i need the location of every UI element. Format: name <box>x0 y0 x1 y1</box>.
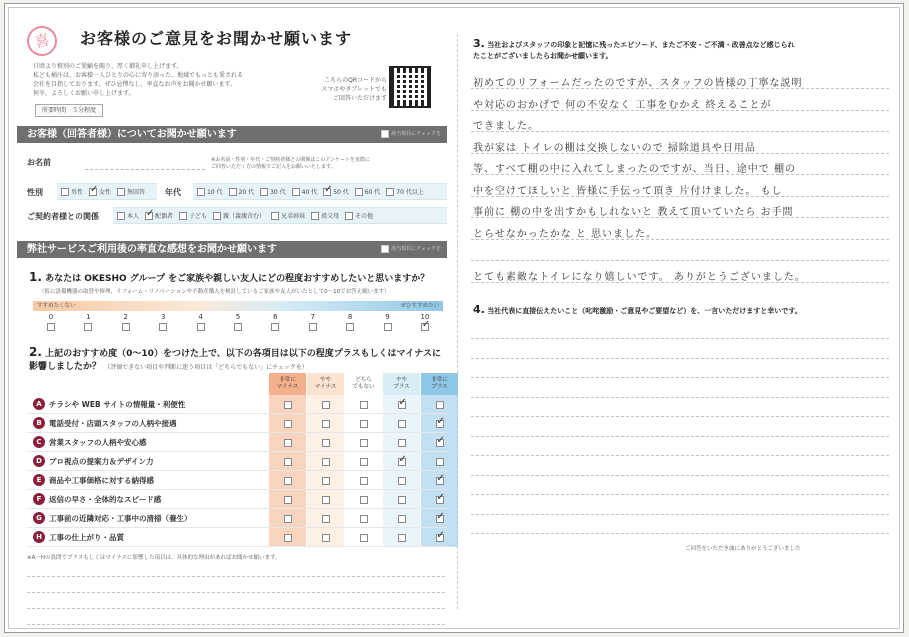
scale-checkbox[interactable] <box>234 323 242 331</box>
scale-number: 9 <box>385 313 390 321</box>
scale-number: 1 <box>86 313 91 321</box>
matrix-row <box>27 509 447 528</box>
handwritten-answer-line: 中を空けてほしいと 皆様に手伝って頂き 片付けました。 もし <box>473 185 783 197</box>
rating-checkbox[interactable] <box>398 534 406 542</box>
relation-options <box>113 207 447 224</box>
answer-line[interactable] <box>471 455 889 456</box>
rating-cell[interactable] <box>345 509 382 528</box>
answer-line[interactable] <box>471 416 889 417</box>
rating-cell[interactable] <box>269 433 306 452</box>
relation-option[interactable] <box>345 211 373 220</box>
rating-cell[interactable] <box>345 433 382 452</box>
relation-checkbox[interactable] <box>145 212 153 220</box>
rating-checkbox[interactable] <box>436 439 444 447</box>
item-label: 商品や工事価格に対する納得感 <box>49 476 154 485</box>
age-checkbox[interactable] <box>197 188 205 196</box>
age-option-label: 70 代以上 <box>396 189 424 196</box>
scale-checkbox[interactable] <box>47 323 55 331</box>
item-letter-badge: D <box>33 455 45 467</box>
rating-cell[interactable] <box>307 509 344 528</box>
age-option-label: 20 代 <box>238 189 255 196</box>
rating-checkbox[interactable] <box>284 458 292 466</box>
relation-option[interactable] <box>311 211 339 220</box>
relation-checkbox[interactable] <box>345 212 353 220</box>
handwritten-answer-line: 事前に 棚の中を出すかもしれないと 教えて頂いていたら お手間 <box>473 207 794 218</box>
relation-checkbox[interactable] <box>117 212 125 220</box>
item-letter-badge: G <box>33 512 45 524</box>
relation-option[interactable] <box>145 211 173 220</box>
rating-checkbox[interactable] <box>284 515 292 523</box>
rating-cell[interactable] <box>307 395 344 414</box>
rating-checkbox[interactable] <box>322 439 330 447</box>
rating-checkbox[interactable] <box>436 458 444 466</box>
scale-item[interactable] <box>378 313 398 331</box>
rating-cell[interactable] <box>307 452 344 471</box>
gender-option-label: 女性 <box>99 189 112 196</box>
rating-cell[interactable] <box>307 433 344 452</box>
scale-checkbox[interactable] <box>197 323 205 331</box>
relation-option-label: 親（義親含む） <box>223 213 266 220</box>
matrix-notes-label: ※A〜Hの設問でプラスもしくはマイナスに影響した項目は、具体的な理由があればお聞かせ願います。 <box>27 555 281 561</box>
answer-line[interactable] <box>471 436 889 437</box>
rating-cell[interactable] <box>269 509 306 528</box>
scale-number: 6 <box>273 313 278 321</box>
gender-checkbox[interactable] <box>89 188 97 196</box>
notes-line[interactable] <box>27 592 445 593</box>
matrix-row <box>27 528 447 547</box>
rating-checkbox[interactable] <box>284 401 292 409</box>
age-option-label: 40 代 <box>301 189 318 196</box>
scale-number: 3 <box>160 313 166 321</box>
name-note: ※お名前・性別・年代・ご契約者様との関係はこのアンケートを実際に ご回答いただく方の情報でご記入をお願いいたします。 <box>211 157 370 170</box>
relation-checkbox[interactable] <box>271 212 279 220</box>
rating-checkbox[interactable] <box>398 401 406 409</box>
rating-cell[interactable] <box>269 528 306 547</box>
rating-cell[interactable] <box>307 471 344 490</box>
age-checkbox[interactable] <box>323 188 331 196</box>
rating-checkbox[interactable] <box>360 439 368 447</box>
rating-checkbox[interactable] <box>322 515 330 523</box>
age-option[interactable] <box>355 187 381 196</box>
age-options <box>193 183 447 200</box>
rating-checkbox[interactable] <box>360 515 368 523</box>
name-label: お名前 <box>27 158 51 167</box>
stamp-logo: 喜 <box>24 23 60 59</box>
scale-checkbox[interactable] <box>122 323 130 331</box>
scale-number: 2 <box>123 313 129 321</box>
rating-cell[interactable] <box>383 490 420 509</box>
age-checkbox[interactable] <box>260 188 268 196</box>
gender-checkbox[interactable] <box>61 188 69 196</box>
matrix-column-header: やや マイナス <box>307 373 344 395</box>
matrix-column-header: 非常に プラス <box>421 373 458 395</box>
scale-item[interactable] <box>265 313 285 331</box>
scale-number: 8 <box>347 313 353 321</box>
age-checkbox[interactable] <box>386 188 394 196</box>
rating-cell[interactable] <box>307 528 344 547</box>
relation-checkbox[interactable] <box>311 212 319 220</box>
rating-checkbox[interactable] <box>398 439 406 447</box>
rating-checkbox[interactable] <box>360 477 368 485</box>
rating-cell[interactable] <box>383 452 420 471</box>
question-3: 3. 当社およびスタッフの印象と記憶に残ったエピソード、またご不安・ご不満・改善点など感じられ たことがございましたらお聞かせ願います。 <box>473 37 795 60</box>
rating-checkbox[interactable] <box>360 534 368 542</box>
scale-checkbox[interactable] <box>346 323 354 331</box>
item-letter-badge: A <box>33 398 45 410</box>
scale-item[interactable] <box>116 313 136 331</box>
rating-checkbox[interactable] <box>398 458 406 466</box>
time-required: 所要時間 ５分程度 <box>35 104 103 117</box>
scale-item[interactable] <box>78 313 98 331</box>
gender-options <box>57 183 157 200</box>
question-2: 2. 上記のおすすめ度（0〜10）をつけた上で、以下の各項目は以下の程度プラスもしくはマイナスに 影響しましたか？ （評価できない項目や判断に迷う項目は「どちらでもない」にチェックを） <box>29 345 441 372</box>
relation-option[interactable] <box>271 211 305 220</box>
relation-option[interactable] <box>117 211 139 220</box>
rating-checkbox[interactable] <box>398 496 406 504</box>
scale-item[interactable] <box>415 313 435 331</box>
rating-checkbox[interactable] <box>436 477 444 485</box>
gender-option-label: 無回答 <box>127 189 146 196</box>
rating-cell[interactable] <box>421 452 458 471</box>
rating-cell[interactable] <box>383 414 420 433</box>
answer-line[interactable] <box>471 358 889 359</box>
scale-checkbox[interactable] <box>84 323 92 331</box>
notes-line[interactable] <box>27 624 445 625</box>
relation-option[interactable] <box>179 211 207 220</box>
rating-cell[interactable] <box>307 490 344 509</box>
rating-checkbox[interactable] <box>284 496 292 504</box>
answer-line[interactable] <box>471 514 889 515</box>
rating-cell[interactable] <box>345 528 382 547</box>
handwritten-answer-line: や対応のおかげで 何の不安なく 工事をむかえ 終えることが <box>473 99 772 111</box>
rating-checkbox[interactable] <box>322 420 330 428</box>
rating-checkbox[interactable] <box>436 515 444 523</box>
matrix-column-header: やや プラス <box>383 373 420 395</box>
item-label: チラシや WEB サイトの情報量・利便性 <box>49 400 186 409</box>
scale-item[interactable] <box>191 313 211 331</box>
rating-cell[interactable] <box>345 452 382 471</box>
question-1-note: （仮に設備機器の取替や修理、リフォーム・リノベーションや不動産購入を検討しているご家族や友人がいたとして0〜10でお答え願います） <box>39 289 390 295</box>
matrix-row <box>27 452 447 471</box>
rating-checkbox[interactable] <box>360 458 368 466</box>
notes-line[interactable] <box>27 608 445 609</box>
item-label: 電話受付・店頭スタッフの人柄や接遇 <box>49 419 177 428</box>
answer-line[interactable] <box>471 260 889 261</box>
item-letter-badge: E <box>33 474 45 486</box>
rating-cell[interactable] <box>269 471 306 490</box>
relation-label: ご契約者様との関係 <box>27 212 99 221</box>
scale-checkbox[interactable] <box>421 323 429 331</box>
relation-option[interactable] <box>213 211 265 220</box>
gender-label: 性別 <box>27 188 43 197</box>
rating-cell[interactable] <box>383 433 420 452</box>
matrix-row <box>27 395 447 414</box>
scale-number: 0 <box>48 313 54 321</box>
age-checkbox[interactable] <box>229 188 237 196</box>
answer-line[interactable] <box>471 494 889 495</box>
item-label: プロ視点の提案力＆デザイン力 <box>49 457 154 466</box>
rating-cell[interactable] <box>269 490 306 509</box>
impressions-section-bar: 弊社サービスご利用後の率直な感想をお聞かせ願います 該当項目にチェックを <box>17 241 447 258</box>
gender-option[interactable] <box>61 187 83 196</box>
recommend-scale-bar: すすめたくない ぜひすすめたい <box>33 301 443 311</box>
handwritten-answer-line: 我が家は トイレの棚は交換しないので 掃除道具や日用品 <box>473 142 756 154</box>
rating-cell[interactable] <box>421 528 458 547</box>
item-letter-badge: B <box>33 417 45 429</box>
scale-number: 5 <box>235 313 241 321</box>
scale-number: 10 <box>420 313 430 321</box>
item-label: 返信の早さ・全体的なスピード感 <box>49 495 162 504</box>
rating-cell[interactable] <box>421 509 458 528</box>
rating-checkbox[interactable] <box>284 420 292 428</box>
age-option[interactable] <box>260 187 286 196</box>
answer-line[interactable] <box>471 377 889 378</box>
rating-checkbox[interactable] <box>284 534 292 542</box>
item-letter-badge: C <box>33 436 45 448</box>
thanks-note: ご回答をいただき誠にありがとうございました <box>685 546 801 552</box>
qr-code-icon[interactable] <box>389 66 431 108</box>
question-4: 4. 当社代表に直接伝えたいこと（叱咤激励・ご意見やご要望など）を、一言いただけますと幸いです。 <box>473 303 802 316</box>
survey-sheet <box>4 3 904 633</box>
name-field[interactable] <box>85 169 205 170</box>
handwritten-answer-line: 等、すべて棚の中に入れてしまったのですが、当日、途中で 棚の <box>473 164 796 175</box>
rating-cell[interactable] <box>421 433 458 452</box>
item-label: 工事前の近隣対応・工事中の清掃（養生） <box>49 514 192 523</box>
gender-option[interactable] <box>89 187 111 196</box>
rating-cell[interactable] <box>345 490 382 509</box>
rating-cell[interactable] <box>307 414 344 433</box>
answer-line[interactable] <box>471 533 889 534</box>
customer-section-bar: お客様（回答者様）についてお聞かせ願います 該当項目にチェックを <box>17 126 447 143</box>
scale-checkbox[interactable] <box>309 323 317 331</box>
scale-item[interactable] <box>41 313 61 331</box>
rating-cell[interactable] <box>269 395 306 414</box>
notes-line[interactable] <box>27 576 445 577</box>
rating-checkbox[interactable] <box>322 477 330 485</box>
rating-checkbox[interactable] <box>284 477 292 485</box>
scale-item[interactable] <box>303 313 323 331</box>
gender-option[interactable] <box>117 187 145 196</box>
relation-option-label: その他 <box>355 213 374 220</box>
rating-checkbox[interactable] <box>360 401 368 409</box>
rating-checkbox[interactable] <box>436 420 444 428</box>
age-option[interactable] <box>197 187 223 196</box>
age-option[interactable] <box>386 187 424 196</box>
rating-cell[interactable] <box>421 414 458 433</box>
handwritten-answer-line: とらせなかったかな と 思いました。 <box>473 228 658 240</box>
matrix-row <box>27 433 447 452</box>
item-letter-badge: H <box>33 531 45 543</box>
handwritten-answer-line: できました。 <box>473 121 539 132</box>
rating-cell[interactable] <box>345 471 382 490</box>
rating-cell[interactable] <box>345 395 382 414</box>
rating-cell[interactable] <box>383 528 420 547</box>
scale-checkbox[interactable] <box>271 323 279 331</box>
rating-checkbox[interactable] <box>284 439 292 447</box>
item-label: 工事の仕上がり・品質 <box>49 533 124 542</box>
relation-checkbox[interactable] <box>213 212 221 220</box>
rating-checkbox[interactable] <box>322 496 330 504</box>
age-option[interactable] <box>292 187 318 196</box>
rating-cell[interactable] <box>383 395 420 414</box>
age-option-label: 10 代 <box>207 189 223 196</box>
matrix-column-header: 非常に マイナス <box>269 373 306 395</box>
answer-line[interactable] <box>471 475 889 476</box>
relation-option-label: 兄弟姉妹 <box>281 213 306 220</box>
rating-cell[interactable] <box>421 395 458 414</box>
item-label: 営業スタッフの人柄や安心感 <box>49 438 147 447</box>
rating-checkbox[interactable] <box>398 477 406 485</box>
rating-checkbox[interactable] <box>322 534 330 542</box>
scale-item[interactable] <box>153 313 173 331</box>
scale-checkbox[interactable] <box>384 323 392 331</box>
rating-checkbox[interactable] <box>436 401 444 409</box>
recommend-scale <box>33 313 443 331</box>
age-checkbox[interactable] <box>355 188 363 196</box>
relation-option-label: 祖父母 <box>321 213 340 220</box>
scale-item[interactable] <box>228 313 248 331</box>
rating-checkbox[interactable] <box>322 458 330 466</box>
handwritten-answer-line: とても素敵なトイレになり嬉しいです。 ありがとうございました。 <box>473 271 806 283</box>
answer-line[interactable] <box>471 338 889 339</box>
rating-cell[interactable] <box>269 452 306 471</box>
matrix-row <box>27 471 447 490</box>
question-1: 1. あなたは OKESHO グループ をご家族や親しい友人にどの程度おすすめしたいと思いますか？ <box>29 270 430 284</box>
age-option[interactable] <box>323 187 349 196</box>
rating-cell[interactable] <box>345 414 382 433</box>
matrix-row <box>27 490 447 509</box>
scale-item[interactable] <box>340 313 360 331</box>
qr-caption: こちらのQRコードから スマホやタブレットでも ご回答いただけます <box>321 77 387 102</box>
rating-checkbox[interactable] <box>436 534 444 542</box>
rating-checkbox[interactable] <box>322 401 330 409</box>
age-option-label: 60 代 <box>364 189 381 196</box>
rating-checkbox[interactable] <box>398 420 406 428</box>
matrix-column-header: どちら でもない <box>345 373 382 395</box>
rating-cell[interactable] <box>421 471 458 490</box>
scale-checkbox[interactable] <box>159 323 167 331</box>
gender-option-label: 男性 <box>71 189 84 196</box>
item-letter-badge: F <box>33 493 45 505</box>
rating-cell[interactable] <box>269 414 306 433</box>
age-label: 年代 <box>165 188 181 197</box>
relation-option-label: 子ども <box>189 213 208 220</box>
relation-option-label: 配偶者 <box>155 213 174 220</box>
relation-checkbox[interactable] <box>179 212 187 220</box>
rating-checkbox[interactable] <box>398 515 406 523</box>
rating-checkbox[interactable] <box>360 496 368 504</box>
scale-number: 4 <box>198 313 203 321</box>
age-checkbox[interactable] <box>292 188 300 196</box>
matrix-row <box>27 414 447 433</box>
rating-checkbox[interactable] <box>436 496 444 504</box>
handwritten-answer-line: 初めてのリフォームだったのですが、スタッフの皆様の丁寧な説明 <box>473 78 803 89</box>
intro-text: 日頃より格別のご愛顧を賜り、厚く御礼申し上げます。 私ども桶庄は、お客様一人ひとりの心に寄り添った、地域でもっとも愛される 会社を目指しております。ぜひ忌憚なし、率直なお声をお聞かせ願います。 何卒、よろしくお願い申し上げます。 <box>33 63 244 97</box>
rating-cell[interactable] <box>383 509 420 528</box>
relation-option-label: 本人 <box>127 213 140 220</box>
age-option-label: 50 代 <box>333 189 349 196</box>
age-option[interactable] <box>229 187 255 196</box>
answer-line[interactable] <box>471 397 889 398</box>
scale-number: 7 <box>310 313 315 321</box>
rating-cell[interactable] <box>383 471 420 490</box>
gender-checkbox[interactable] <box>117 188 125 196</box>
rating-checkbox[interactable] <box>360 420 368 428</box>
age-option-label: 30 代 <box>270 189 286 196</box>
rating-cell[interactable] <box>421 490 458 509</box>
page-title: お客様のご意見をお聞かせ願います <box>80 29 353 48</box>
